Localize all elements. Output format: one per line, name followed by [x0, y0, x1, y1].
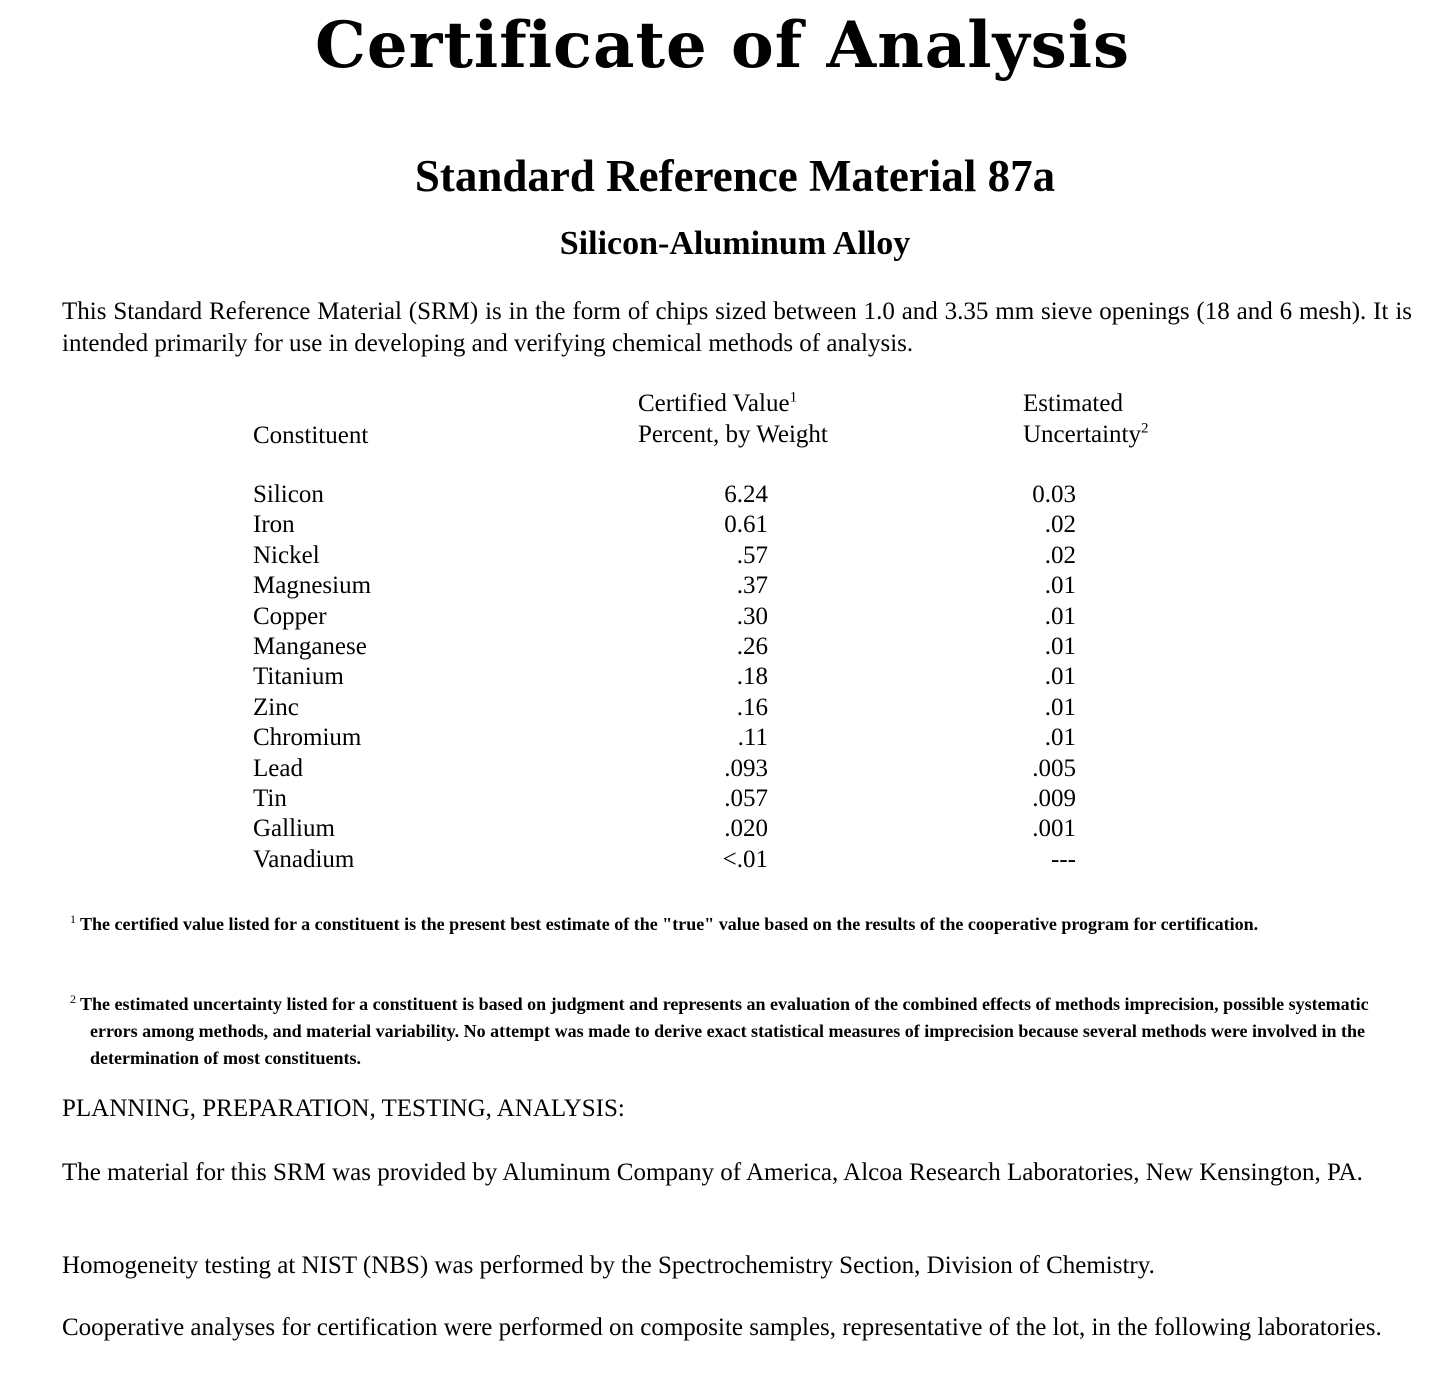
table-row: Manganese .26 .01	[253, 632, 1076, 660]
material-name: Silicon-Aluminum Alloy	[559, 225, 911, 262]
table-row: Nickel .57 .02	[253, 541, 1076, 569]
paragraph-material-source: The material for this SRM was provided by Aluminum Company of America, Alcoa Research Laboratories, New Kensington, PA.	[62, 1159, 1363, 1186]
paragraph-homogeneity: Homogeneity testing at NIST (NBS) was performed by the Spectrochemistry Section, Division of Chemistry.	[62, 1252, 1155, 1279]
section-heading: PLANNING, PREPARATION, TESTING, ANALYSIS:	[62, 1095, 625, 1122]
table-row: Copper .30 .01	[253, 602, 1076, 630]
intro-paragraph: This Standard Reference Material (SRM) is in the form of chips sized between 1.0 and 3.35 mm sieve openings (18 and 6 mesh). It is intended primarily for use in developing and verifying chemical methods of analysis.	[62, 298, 1412, 357]
footnote-ref-2: 2	[1141, 420, 1149, 437]
header-certified-value: Certified Value$^1$ Percent, by Weight	[638, 389, 828, 448]
table-row: Iron 0.61 .02	[253, 511, 1076, 539]
table-row: Zinc .16 .01	[253, 693, 1076, 721]
table-row: Titanium .18 .01	[253, 663, 1076, 691]
table-row: Vanadium <.01 ---	[253, 845, 1076, 873]
footnote-2: $^2$ The estimated uncertainty listed for a constituent is based on judgment and represents an evaluation of the combined effects of methods imprecision, possible systematic errors among methods, and material variability. No attempt was made to derive exact statistical measures of imprecision because several methods were involved in the determination of most constituents.	[70, 992, 1369, 1068]
table-row: Tin .057 .009	[253, 784, 1076, 812]
table-row: Gallium .020 .001	[253, 815, 1076, 843]
paragraph-cooperative-analyses: Cooperative analyses for certification were performed on composite samples, representative of the lot, in the following laboratories.	[62, 1314, 1382, 1341]
table-row: Magnesium .37 .01	[253, 572, 1076, 600]
constituent-table	[0, 480, 1445, 875]
srm-title: Standard Reference Material 87a	[414, 151, 1056, 201]
header-constituent: Constituent	[253, 422, 369, 449]
footnote-ref-1: 1	[789, 389, 798, 406]
certificate-title: Certificate of Analysis	[314, 8, 1131, 83]
table-row: Lead .093 .005	[253, 754, 1076, 782]
table-row: Chromium .11 .01	[253, 724, 1076, 752]
footnote-1: $^1$ The certified value listed for a constituent is the present best estimate of the "true" value based on the results of the cooperative program for certification.	[70, 912, 1259, 934]
header-uncertainty: Estimated Uncertainty$^2$	[1023, 390, 1149, 448]
table-row: Silicon 6.24 0.03	[253, 481, 1076, 508]
